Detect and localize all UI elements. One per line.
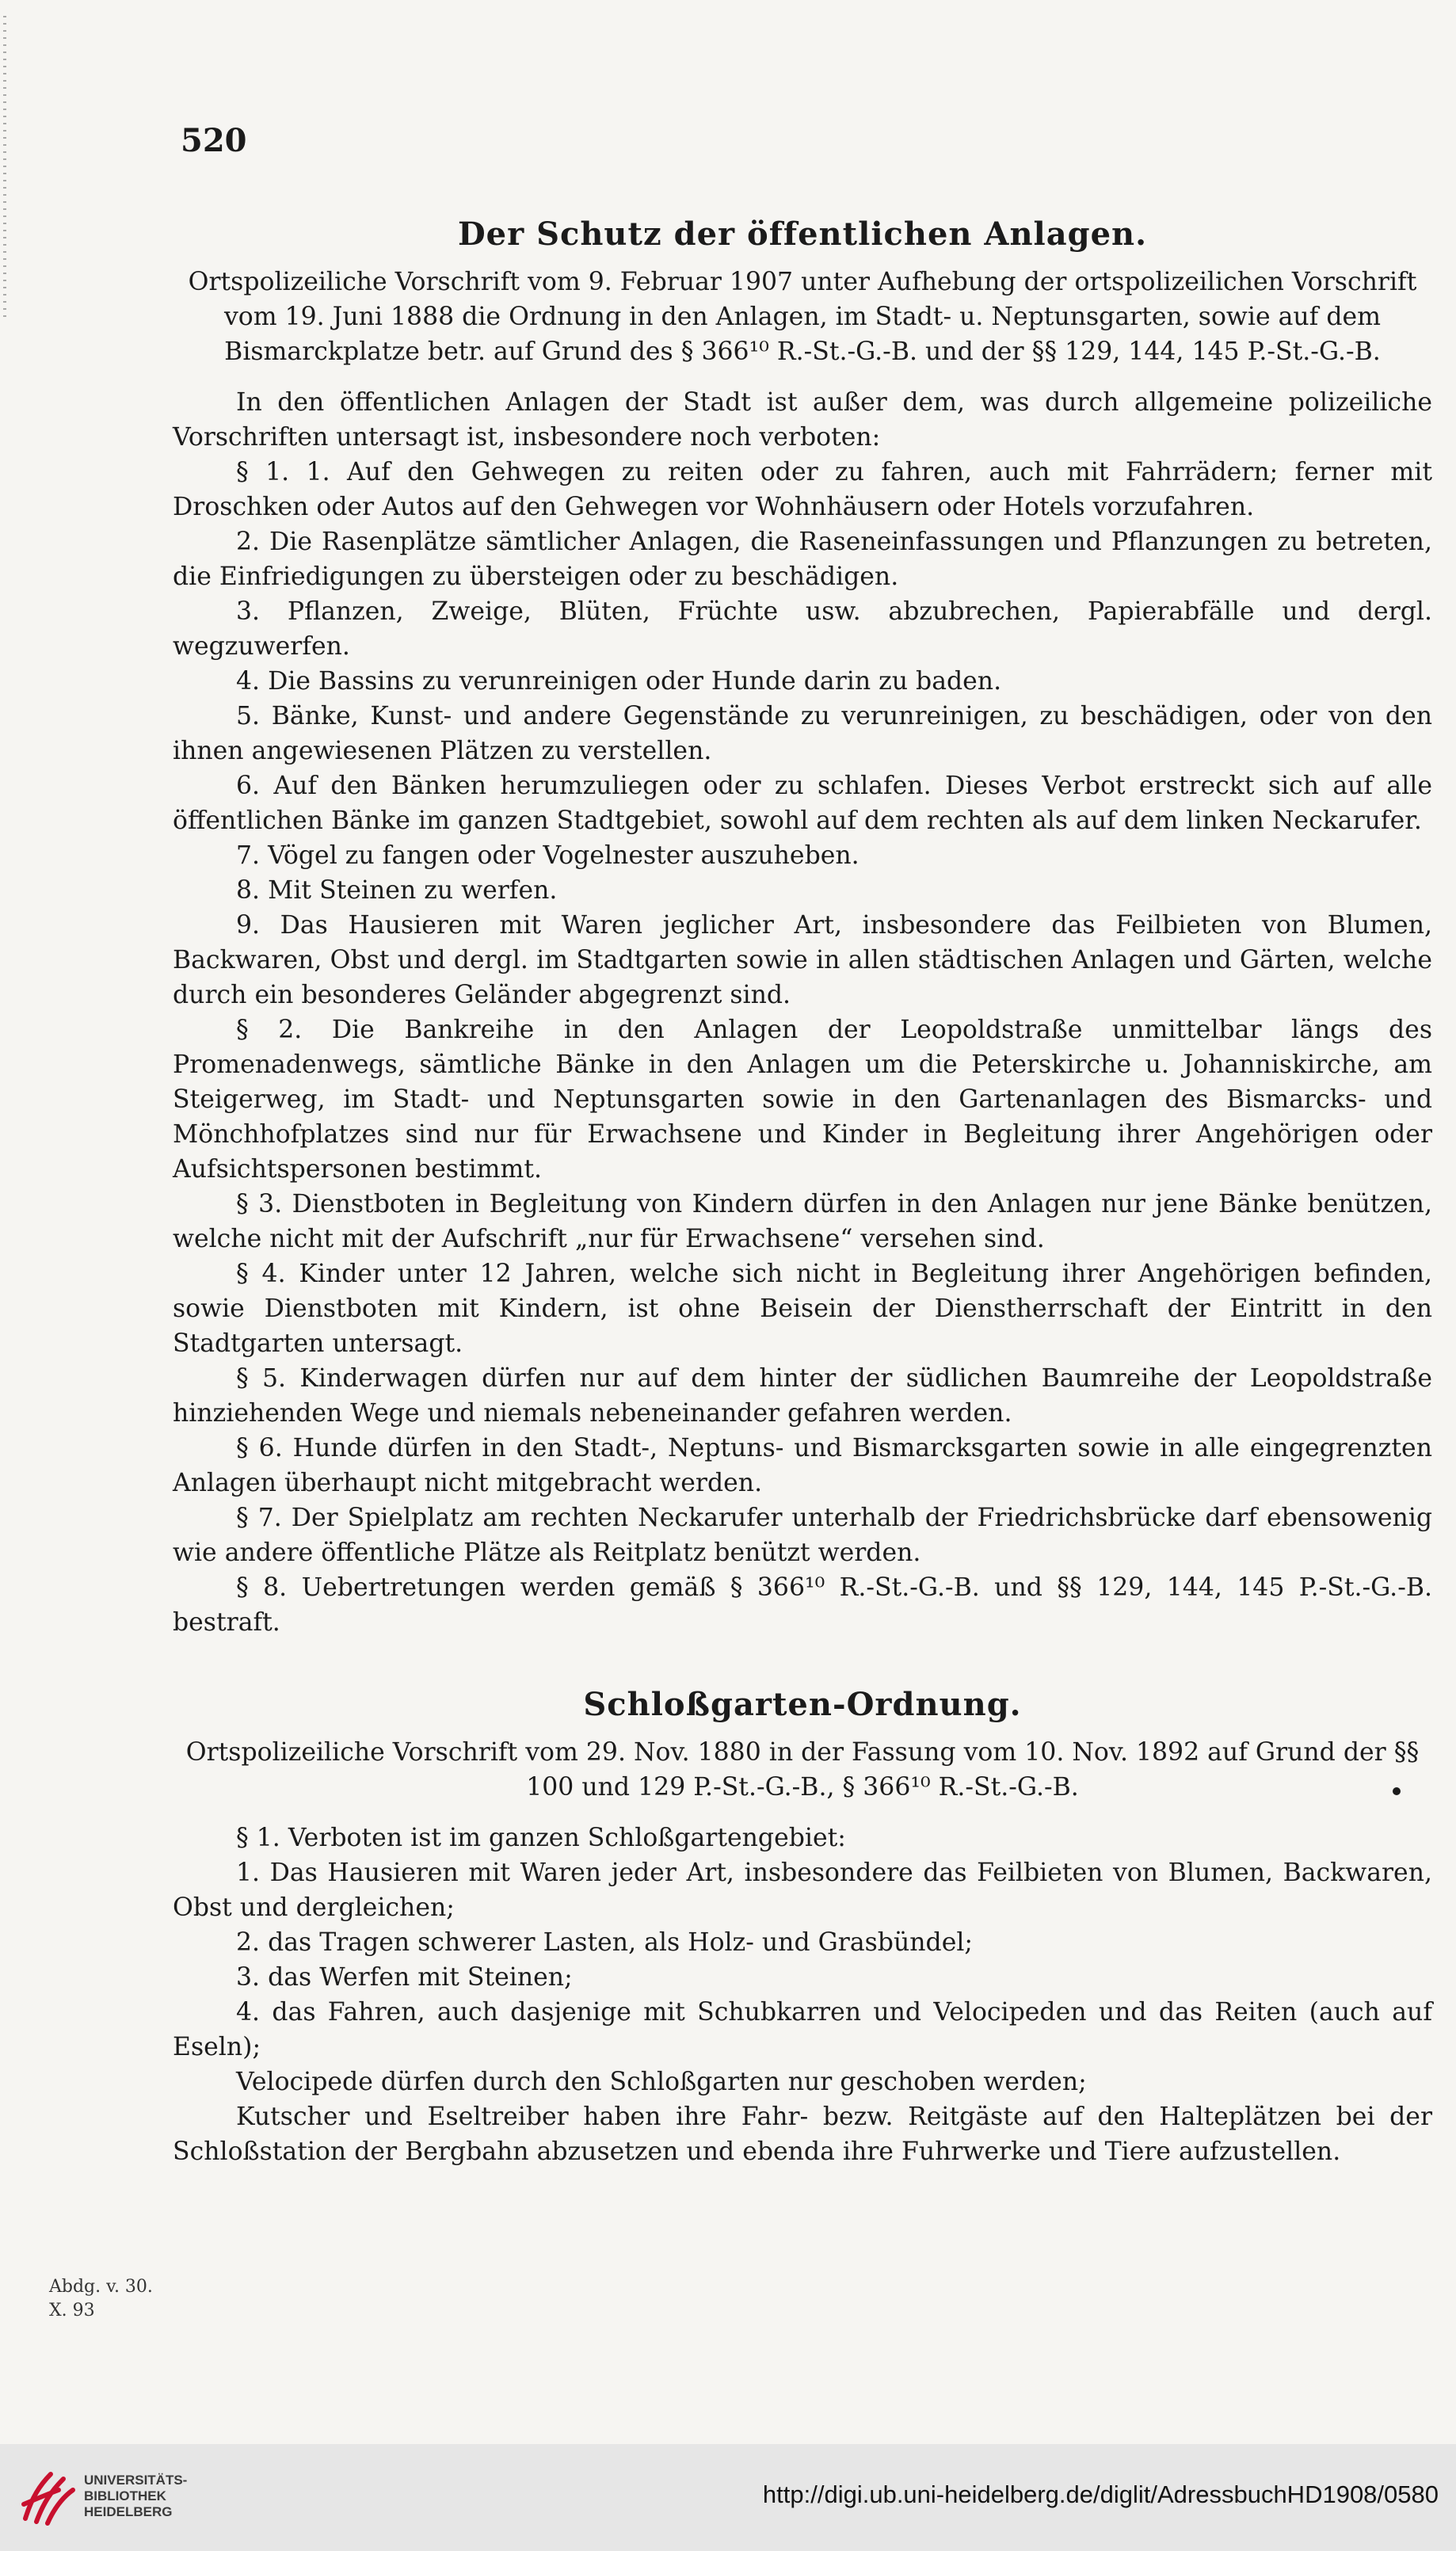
- margin-note: Abdg. v. 30. X. 93: [49, 2277, 153, 2320]
- paragraph: § 4. Kinder unter 12 Jahren, welche sich nicht in Begleitung ihrer Angehörigen befinden, sowie Dienstboten mit Kindern, ist ohne Beisein der Dienstherrschaft der Eintritt in den Stadtgarten untersagt.: [173, 1260, 1432, 1358]
- page-number: 520: [181, 122, 247, 159]
- library-name-line: HEIDELBERG: [84, 2504, 173, 2519]
- page-edge-marks: [3, 16, 6, 317]
- paragraph: § 1. 1. Auf den Gehwegen zu reiten oder zu fahren, auch mit Fahrrädern; ferner mit Droschken oder Autos auf den Gehwegen vor Wohnhäusern oder Hotels vorzufahren.: [173, 458, 1432, 521]
- paragraph: Kutscher und Eseltreiber haben ihre Fahr- bezw. Reitgäste auf den Halteplätzen bei der Schloßstation der Bergbahn abzusetzen und ebenda ihre Fuhrwerke und Tiere aufzustellen.: [173, 2103, 1432, 2166]
- library-name-line: BIBLIOTHEK: [84, 2488, 166, 2503]
- section-title-schutz-anlagen: Der Schutz der öffentlichen Anlagen.: [457, 215, 1148, 253]
- printer-mark-dot: [1393, 1787, 1401, 1795]
- logo-stroke: [24, 2490, 59, 2504]
- section-intro-schutz-anlagen: Ortspolizeiliche Vorschrift vom 9. Februar 1907 unter Aufhebung der ortspolizeilichen Vorschrift vom 19. Juni 1888 die Ordnung in den Anlagen, im Stadt- u. Neptunsgarten, sowie auf dem Bismarckplatze betr. auf Grund des § 366¹⁰ R.-St.-G.-B. und der §§ 129, 144, 145 P.-St.-G.-B.: [188, 268, 1417, 366]
- paragraph: § 3. Dienstboten in Begleitung von Kindern dürfen in den Anlagen nur jene Bänke benützen, welche nicht mit der Aufschrift „nur für Erwachsene“ versehen sind.: [173, 1190, 1432, 1253]
- paragraph: Velocipede dürfen durch den Schloßgarten nur geschoben werden;: [236, 2068, 1087, 2096]
- section-title-schlossgarten: Schloßgarten-Ordnung.: [583, 1686, 1022, 1723]
- library-name: [84, 2473, 242, 2520]
- paragraph: 8. Mit Steinen zu werfen.: [236, 876, 558, 905]
- paragraph: 7. Vögel zu fangen oder Vogelnester auszuheben.: [236, 841, 859, 870]
- viewer-footer: [0, 2444, 1456, 2551]
- page-content: [173, 198, 1432, 2169]
- paragraph: 4. das Fahren, auch dasjenige mit Schubkarren und Velocipeden und das Reiten (auch auf Eseln);: [173, 1998, 1432, 2061]
- paragraph: 1. Das Hausieren mit Waren jeder Art, insbesondere das Feilbieten von Blumen, Backwaren, Obst und dergleichen;: [173, 1859, 1432, 1922]
- library-name-line: UNIVERSITÄTS-: [84, 2473, 188, 2488]
- section-intro-schlossgarten: Ortspolizeiliche Vorschrift vom 29. Nov. 1880 in der Fassung vom 10. Nov. 1892 auf Grund der §§ 100 und 129 P.-St.-G.-B., § 366¹⁰ R.-St.-G.-B.: [185, 1738, 1420, 1802]
- logo-strokes: [24, 2474, 73, 2523]
- paragraph: 5. Bänke, Kunst- und andere Gegenstände zu verunreinigen, zu beschädigen, oder von den ihnen angewiesenen Plätzen zu verstellen.: [173, 702, 1432, 765]
- source-url-link[interactable]: http://digi.ub.uni-heidelberg.de/diglit/AdressbuchHD1908/0580: [762, 2480, 1439, 2508]
- paragraph: § 6. Hunde dürfen in den Stadt-, Neptuns- und Bismarcksgarten sowie in alle eingegrenzten Anlagen überhaupt nicht mitgebracht werden.: [173, 1434, 1432, 1497]
- paragraph: § 1. Verboten ist im ganzen Schloßgartengebiet:: [236, 1824, 846, 1852]
- paragraph: 2. das Tragen schwerer Lasten, als Holz- und Grasbündel;: [236, 1928, 974, 1957]
- paragraph: § 7. Der Spielplatz am rechten Neckarufer unterhalb der Friedrichsbrücke darf ebensowenig wie andere öffentliche Plätze als Reitplatz benützt werden.: [173, 1504, 1432, 1567]
- paragraph: 3. das Werfen mit Steinen;: [236, 1963, 573, 1992]
- paragraph: 4. Die Bassins zu verunreinigen oder Hunde darin zu baden.: [236, 667, 1002, 696]
- paragraph: 3. Pflanzen, Zweige, Blüten, Früchte usw. abzubrechen, Papierabfälle und dergl. wegzuwerfen.: [173, 597, 1432, 661]
- paragraph: In den öffentlichen Anlagen der Stadt ist außer dem, was durch allgemeine polizeiliche Vorschriften untersagt ist, insbesondere noch verboten:: [173, 388, 1432, 452]
- paragraph: 2. Die Rasenplätze sämtlicher Anlagen, die Raseneinfassungen und Pflanzungen zu betreten, die Einfriedigungen zu übersteigen oder zu beschädigen.: [173, 528, 1432, 591]
- ub-heidelberg-logo-icon: [14, 2463, 82, 2531]
- paragraph: 6. Auf den Bänken herumzuliegen oder zu schlafen. Dieses Verbot erstreckt sich auf alle öffentlichen Bänke im ganzen Stadtgebiet, sowohl auf dem rechten als auf dem linken Neckarufer.: [173, 772, 1432, 835]
- paragraph: § 5. Kinderwagen dürfen nur auf dem hinter der südlichen Baumreihe der Leopoldstraße hinziehenden Wege und niemals nebeneinander gefahren werden.: [173, 1364, 1432, 1428]
- paragraph: 9. Das Hausieren mit Waren jeglicher Art, insbesondere das Feilbieten von Blumen, Backwaren, Obst und dergl. im Stadtgarten sowie in allen städtischen Anlagen und Gärten, welche durch ein besonderes Geländer abgegrenzt sind.: [173, 911, 1432, 1009]
- paragraph: § 8. Uebertretungen werden gemäß § 366¹⁰ R.-St.-G.-B. und §§ 129, 144, 145 P.-St.-G.-B. bestraft.: [173, 1573, 1432, 1637]
- paragraph: § 2. Die Bankreihe in den Anlagen der Leopoldstraße unmittelbar längs des Promenadenwegs, sämtliche Bänke in den Anlagen um die Peterskirche u. Johanniskirche, am Steigerweg, im Stadt- und Neptunsgarten sowie in den Gartenanlagen des Bismarcks- und Mönchhofplatzes sind nur für Erwachsene und Kinder in Begleitung ihrer Angehörigen oder Aufsichtspersonen bestimmt.: [173, 1016, 1432, 1184]
